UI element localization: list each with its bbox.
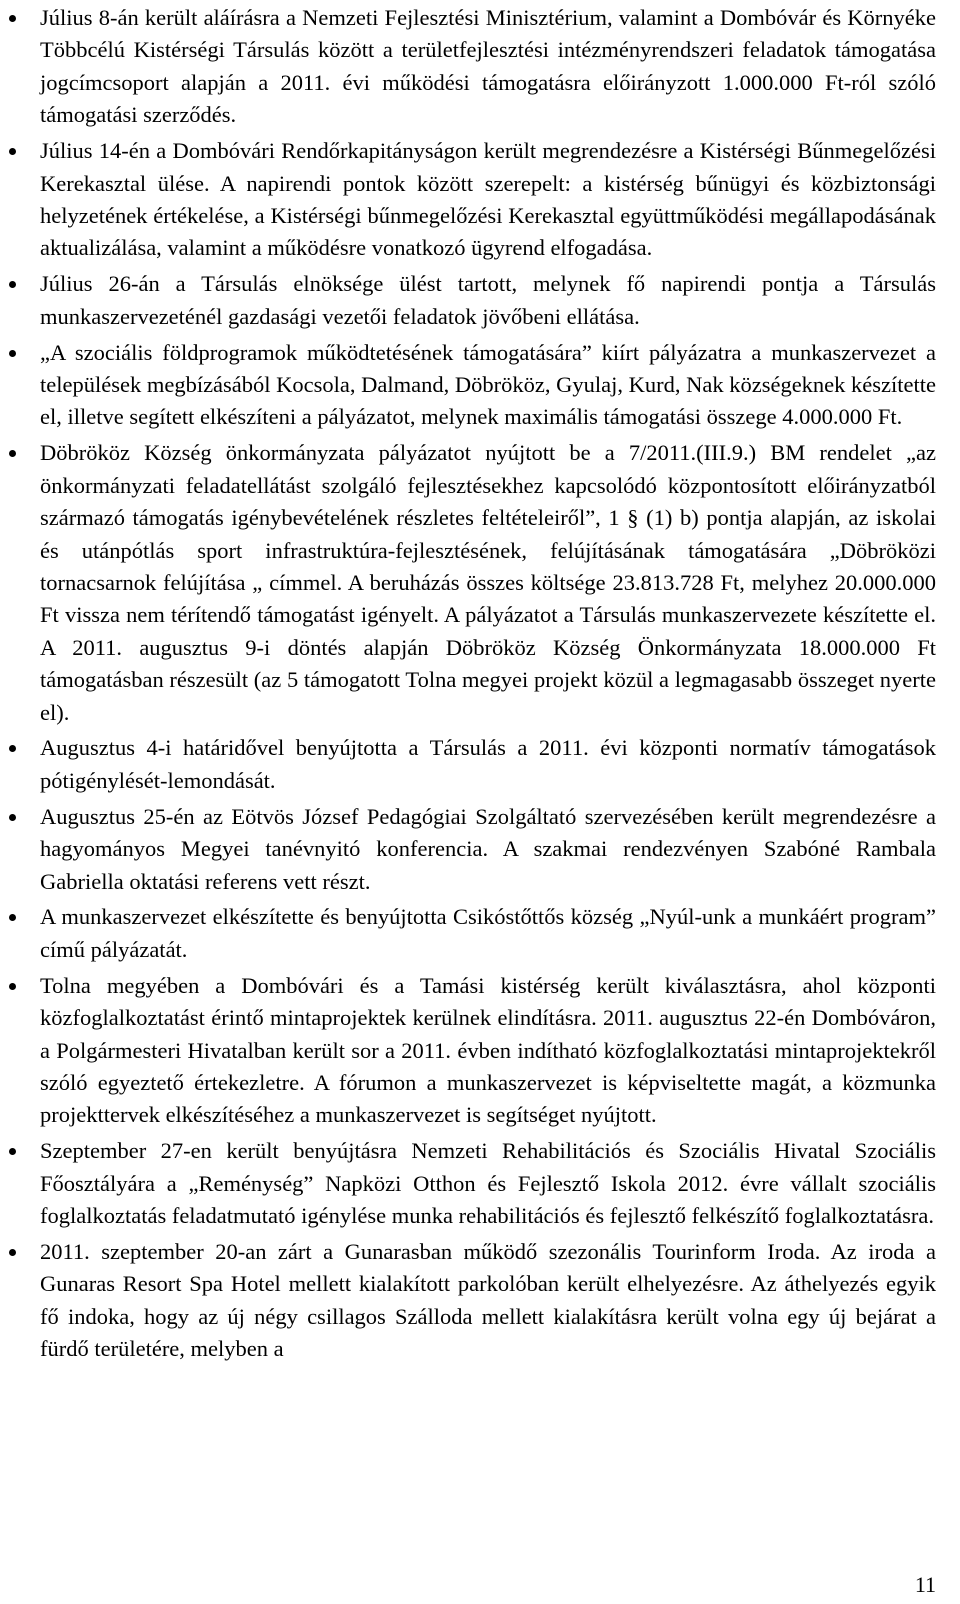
bullet-icon (9, 914, 16, 921)
bullet-icon (9, 350, 16, 357)
list-item-text: 2011. szeptember 20-an zárt a Gunarasban működő szezonális Tourinform Iroda. Az iroda a Gunaras Resort Spa Hotel mellett kialakított parkolóban került elhelyezésre. Az áthelyezés egyik fő indoka, hogy az új négy csillagos Szálloda mellett kialakításra került volna egy új bejárat a fürdő területére, melyben a (40, 1239, 936, 1362)
list-item (40, 337, 936, 434)
list-item-text: Tolna megyében a Dombóvári és a Tamási kistérség került kiválasztásra, ahol központi közfoglalkoztatást érintő mintaprojektek kerülnek elindításra. 2011. augusztus 22-én Dombóváron, a Polgármesteri Hivatalban került sor a 2011. évben indítható közfoglalkoztatási mintaprojektekről szóló egyeztető értekezletre. A fórumon a munkaszervezet is képviseltette magát, a közmunka projekttervek elkészítéséhez a munkaszervezet is segítséget nyújtott. (40, 972, 936, 1128)
list-item-text: „A szociális földprogramok működtetésének támogatására” kiírt pályázatra a munkaszervezet a települések megbízásából Kocsola, Dalmand, Döbrököz, Gyulaj, Kurd, Nak községeknek készítette el, illetve segített elkészíteni a pályázatot, melynek maximális támogatási összege 4.000.000 Ft. (40, 339, 936, 430)
page-number: 11 (914, 1572, 936, 1597)
list-item (40, 732, 936, 797)
list-item (40, 901, 936, 966)
bullet-icon (9, 15, 16, 22)
list-item-text: Augusztus 4-i határidővel benyújtotta a Társulás a 2011. évi központi normatív támogatások pótigénylését-lemondását. (40, 735, 936, 793)
list-item (40, 437, 936, 729)
list-item (40, 135, 936, 265)
list-item-text: Július 26-án a Társulás elnöksége ülést tartott, melynek fő napirendi pontja a Társulás munkaszervezeténél gazdasági vezetői feladatok jövőbeni ellátása. (40, 271, 936, 329)
list-item-text: A munkaszervezet elkészítette és benyújtotta Csikóstőttős község „Nyúl-unk a munkáért program” című pályázatát. (40, 904, 936, 962)
bullet-icon (9, 745, 16, 752)
list-item-text: Augusztus 25-én az Eötvös József Pedagógiai Szolgáltató szervezésében került megrendezésre a hagyományos Megyei tanévnyitó konferencia. A szakmai rendezvényen Szabóné Rambala Gabriella oktatási referens vett részt. (40, 803, 936, 894)
bullet-icon (9, 450, 16, 457)
list-item-text: Szeptember 27-en került benyújtásra Nemzeti Rehabilitációs és Szociális Hivatal Szociális Főosztályára a „Reménység” Napközi Otthon és Fejlesztő Iskola 2012. évre vállalt szociális foglalkoztatás feladatmutató igénylése munka rehabilitációs és fejlesztő felkészítő foglalkoztatásra. (40, 1138, 936, 1229)
list-item (40, 1236, 936, 1366)
bullet-icon (9, 281, 16, 288)
bullet-icon (9, 814, 16, 821)
list-item (40, 2, 936, 132)
list-item (40, 970, 936, 1132)
list-item (40, 268, 936, 333)
bullet-icon (9, 148, 16, 155)
bullet-icon (9, 1249, 16, 1256)
list-item-text: Július 8-án került aláírásra a Nemzeti Fejlesztési Minisztérium, valamint a Dombóvár és Környéke Többcélú Kistérségi Társulás között a területfejlesztési intézményrendszeri feladatok támogatása jogcímcsoport alapján a 2011. évi működési támogatásra előirányzott 1.000.000 Ft-ról szóló támogatási szerződés. (40, 5, 936, 128)
list-item (40, 801, 936, 898)
bullet-list (40, 2, 936, 1369)
bullet-icon (9, 1148, 16, 1155)
bullet-icon (9, 983, 16, 990)
list-item-text: Július 14-én a Dombóvári Rendőrkapitányságon került megrendezésre a Kistérségi Bűnmegelőzési Kerekasztal ülése. A napirendi pontok között szerepelt: a kistérség bűnügyi és közbiztonsági helyzetének értékelése, a Kistérségi bűnmegelőzési Kerekasztal együttműködési megállapodásának aktualizálása, valamint a működésre vonatkozó ügyrend elfogadása. (40, 138, 936, 261)
list-item (40, 1135, 936, 1232)
list-item-text: Döbrököz Község önkormányzata pályázatot nyújtott be a 7/2011.(III.9.) BM rendelet „az önkormányzati feladatellátást szolgáló fejlesztésekhez kapcsolódó központosított előirányzatból származó támogatás igénybevételének részletes feltételeiről”, 1 § (1) b) pontja alapján, az iskolai és utánpótlás sport infrastruktúra-fejlesztésének, felújításának támogatására „Döbröközi tornacsarnok felújítása „ címmel. A beruházás összes költsége 23.813.728 Ft, melyhez 20.000.000 Ft vissza nem térítendő támogatást igényelt. A pályázatot a Társulás munkaszervezete készítette el. A 2011. augusztus 9-i döntés alapján Döbrököz Község Önkormányzata 18.000.000 Ft támogatásban részesült (az 5 támogatott Tolna megyei projekt közül a legmagasabb összeget nyerte el). (40, 440, 936, 725)
